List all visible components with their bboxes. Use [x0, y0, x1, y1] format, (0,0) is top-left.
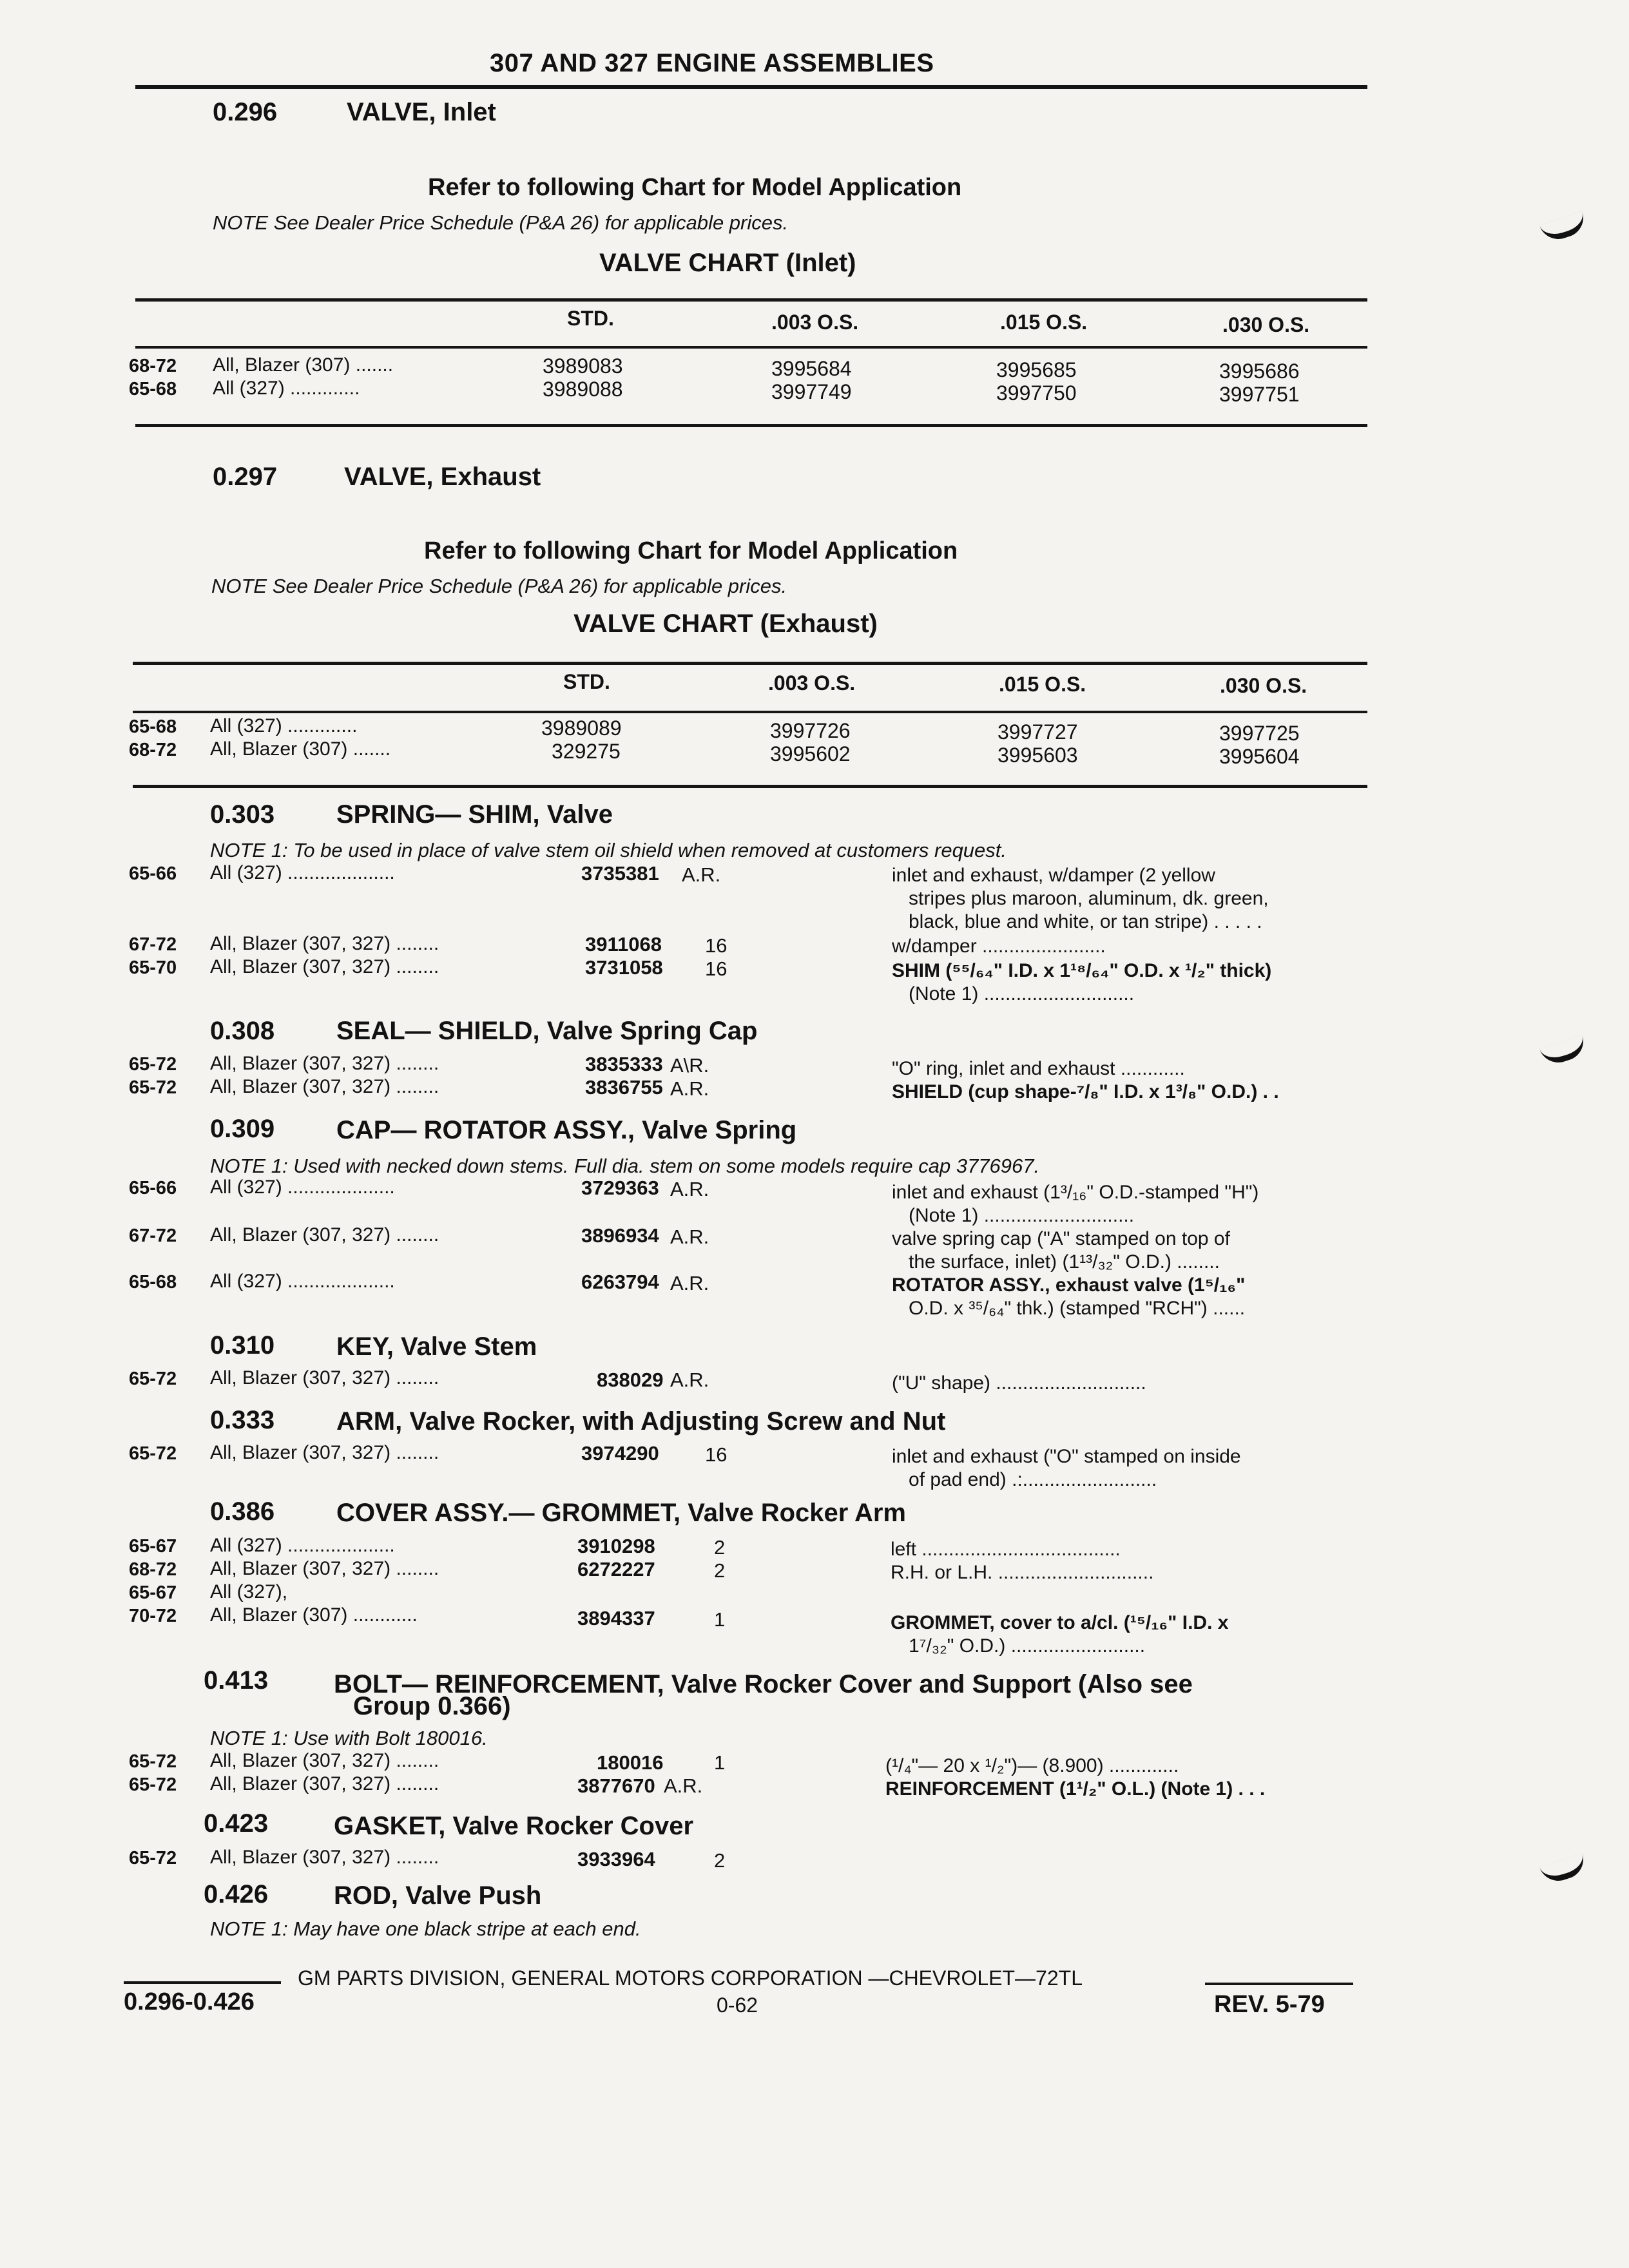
row-model: All, Blazer (307) .......	[213, 354, 394, 376]
quantity: 16	[705, 1443, 728, 1466]
row-years: 65-72	[129, 1369, 177, 1389]
row-model: All, Blazer (307, 327) ........	[210, 933, 439, 954]
group-note: NOTE 1: To be used in place of valve stem oil shield when removed at customers request.	[210, 839, 1007, 861]
header-rule	[135, 85, 1367, 89]
description: "O" ring, inlet and exhaust ............	[892, 1058, 1185, 1079]
part-number: 3995684	[771, 357, 852, 380]
part-number: 3995603	[998, 744, 1078, 767]
quantity: A.R.	[670, 1077, 709, 1100]
quantity: A.R.	[670, 1369, 709, 1391]
row-model: All, Blazer (307) .......	[210, 738, 391, 760]
footer-range: 0.296-0.426	[124, 1988, 255, 2015]
page-number: 0-62	[717, 1994, 758, 2017]
description: (Note 1) ............................	[909, 1205, 1135, 1226]
description: inlet and exhaust, w/damper (2 yellow	[892, 865, 1215, 886]
row-years: 65-72	[129, 1077, 177, 1098]
row-years: 65-70	[129, 957, 177, 978]
row-model: All, Blazer (307, 327) ........	[210, 1558, 439, 1579]
column-header: STD.	[563, 670, 610, 693]
part-number: 3989088	[543, 378, 623, 401]
row-years: 65-72	[129, 1751, 177, 1772]
quantity: 1	[714, 1751, 726, 1774]
row-years: 65-68	[129, 716, 177, 737]
part-number: 3997751	[1219, 383, 1300, 406]
part-number: 3877670	[577, 1774, 655, 1797]
row-years: 65-72	[129, 1848, 177, 1869]
group-number: 0.303	[210, 800, 275, 829]
row-model: All, Blazer (307, 327) ........	[210, 1076, 439, 1097]
part-number: 3997725	[1219, 722, 1300, 745]
group-title: VALVE, Inlet	[347, 98, 496, 126]
quantity: A.R.	[682, 863, 721, 886]
quantity: A\R.	[670, 1054, 709, 1077]
column-header: .015 O.S.	[1000, 311, 1088, 334]
footer-rule-right	[1205, 1983, 1353, 1985]
group-note: NOTE 1: May have one black stripe at each end.	[210, 1917, 641, 1940]
part-number: 3997726	[770, 719, 851, 742]
part-number: 3989083	[543, 354, 623, 378]
part-number: 3731058	[585, 956, 663, 979]
part-number: 3735381	[581, 862, 659, 885]
part-number: 329275	[552, 740, 621, 763]
description: of pad end) .:.........................	[909, 1469, 1157, 1490]
row-model: All, Blazer (307, 327) ........	[210, 1367, 439, 1389]
row-years: 65-68	[129, 1272, 177, 1293]
row-years: 65-68	[129, 379, 177, 399]
part-number: 3933964	[577, 1848, 655, 1870]
part-number: 3995685	[996, 358, 1077, 381]
quantity: A.R.	[664, 1774, 703, 1797]
part-number: 180016	[597, 1751, 664, 1774]
description: O.D. x ³⁵/₆₄" thk.) (stamped "RCH") ......	[909, 1298, 1246, 1319]
description: ("U" shape) ............................	[892, 1372, 1146, 1394]
group-number: 0.413	[204, 1666, 269, 1695]
column-header: .015 O.S.	[999, 673, 1086, 696]
group-number: 0.308	[210, 1017, 275, 1045]
quantity: 16	[705, 957, 728, 980]
part-number: 3995604	[1219, 745, 1300, 768]
column-header: .030 O.S.	[1220, 674, 1307, 697]
row-model: All (327) .............	[213, 378, 360, 399]
chart-header-rule	[135, 346, 1367, 349]
binder-mark	[1539, 1853, 1588, 1886]
group-number: 0.386	[210, 1497, 275, 1526]
group-title: ARM, Valve Rocker, with Adjusting Screw and Nut	[336, 1407, 946, 1436]
group-title: KEY, Valve Stem	[336, 1332, 537, 1361]
description: black, blue and white, or tan stripe) . . . . .	[909, 911, 1262, 932]
binder-mark	[1539, 1035, 1588, 1068]
row-model: All (327) ....................	[210, 1177, 395, 1198]
description: SHIELD (cup shape-⁷/₈" I.D. x 1³/₈" O.D.) . .	[892, 1081, 1279, 1102]
row-years: 67-72	[129, 934, 177, 955]
description: left .....................................	[891, 1539, 1121, 1560]
group-title: VALVE, Exhaust	[344, 463, 541, 491]
group-number: 0.297	[213, 463, 278, 491]
chart-reference: Refer to following Chart for Model Application	[428, 174, 962, 201]
part-number: 3729363	[581, 1177, 659, 1199]
description: (Note 1) ............................	[909, 983, 1135, 1004]
row-model: All, Blazer (307, 327) ........	[210, 1053, 439, 1074]
part-number: 3910298	[577, 1535, 655, 1557]
chart-bottom-rule	[133, 785, 1367, 788]
chart-top-rule	[133, 662, 1367, 665]
description: 1⁷/₃₂" O.D.) .........................	[909, 1635, 1146, 1657]
chart-title: VALVE CHART (Exhaust)	[574, 610, 878, 638]
quantity: 16	[705, 934, 728, 957]
row-years: 67-72	[129, 1225, 177, 1246]
row-years: 65-72	[129, 1054, 177, 1075]
row-years: 65-72	[129, 1774, 177, 1795]
quantity: 2	[714, 1536, 726, 1559]
row-model: All (327) ....................	[210, 1535, 395, 1556]
part-number: 3974290	[581, 1442, 659, 1465]
column-header: .003 O.S.	[768, 671, 856, 695]
row-model: All, Blazer (307, 327) ........	[210, 1224, 439, 1245]
row-model: All, Blazer (307, 327) ........	[210, 1847, 439, 1868]
page-title: 307 AND 327 ENGINE ASSEMBLIES	[490, 49, 934, 77]
part-number: 6272227	[577, 1558, 655, 1581]
quantity: 2	[714, 1849, 726, 1872]
group-number: 0.309	[210, 1115, 275, 1143]
row-model: All, Blazer (307) ............	[210, 1604, 418, 1626]
chart-bottom-rule	[135, 424, 1367, 427]
row-model: All, Blazer (307, 327) ........	[210, 1773, 439, 1794]
part-number: 3911068	[585, 933, 662, 956]
row-years: 68-72	[129, 1559, 177, 1580]
row-years: 70-72	[129, 1606, 177, 1626]
group-title: CAP— ROTATOR ASSY., Valve Spring	[336, 1116, 797, 1144]
group-title: SPRING— SHIM, Valve	[336, 800, 613, 829]
group-title: ROD, Valve Push	[334, 1881, 542, 1910]
part-number: 3997750	[996, 381, 1077, 405]
chart-top-rule	[135, 298, 1367, 302]
part-number: 6263794	[581, 1271, 659, 1293]
price-note: NOTE See Dealer Price Schedule (P&A 26) for applicable prices.	[213, 211, 789, 234]
row-years: 65-66	[129, 1178, 177, 1198]
description: inlet and exhaust (1³/₁₆" O.D.-stamped "H")	[892, 1182, 1259, 1203]
description: valve spring cap ("A" stamped on top of	[892, 1228, 1230, 1249]
row-model: All, Blazer (307, 327) ........	[210, 1442, 439, 1463]
group-number: 0.426	[204, 1880, 269, 1908]
part-number: 3989089	[541, 716, 622, 740]
chart-reference: Refer to following Chart for Model Application	[424, 537, 958, 564]
group-title: COVER ASSY.— GROMMET, Valve Rocker Arm	[336, 1499, 906, 1527]
description: REINFORCEMENT (1¹/₂" O.L.) (Note 1) . . .	[885, 1778, 1266, 1800]
part-number: 3995602	[770, 742, 851, 765]
group-number: 0.333	[210, 1406, 275, 1434]
quantity: A.R.	[670, 1178, 709, 1200]
group-number: 0.296	[213, 98, 278, 126]
quantity: 1	[714, 1608, 726, 1631]
row-model: All (327) ....................	[210, 1271, 395, 1292]
group-number: 0.423	[204, 1809, 269, 1838]
row-years: 65-67	[129, 1536, 177, 1557]
footer-rule-left	[124, 1981, 281, 1984]
row-years: 65-66	[129, 863, 177, 884]
row-years: 68-72	[129, 356, 177, 376]
part-number: 3896934	[581, 1224, 659, 1247]
price-note: NOTE See Dealer Price Schedule (P&A 26) for applicable prices.	[211, 575, 787, 597]
row-years: 65-72	[129, 1443, 177, 1464]
quantity: A.R.	[670, 1225, 709, 1248]
row-model: All, Blazer (307, 327) ........	[210, 956, 439, 977]
part-number: 3995686	[1219, 360, 1300, 383]
description: (¹/₄"— 20 x ¹/₂")— (8.900) .............	[885, 1755, 1179, 1776]
group-title: BOLT— REINFORCEMENT, Valve Rocker Cover and Support (Also see	[334, 1670, 1193, 1698]
description: the surface, inlet) (1¹³/₃₂" O.D.) ........	[909, 1251, 1220, 1273]
part-number: 3997749	[771, 380, 852, 403]
description: stripes plus maroon, aluminum, dk. green,	[909, 888, 1269, 909]
column-header: STD.	[567, 307, 614, 330]
description: SHIM (⁵⁵/₆₄" I.D. x 1¹⁸/₆₄" O.D. x ¹/₂" thick)	[892, 960, 1272, 981]
binder-mark	[1539, 211, 1588, 244]
group-title-continued: Group 0.366)	[353, 1692, 511, 1720]
row-model: All (327),	[210, 1581, 288, 1602]
group-note: NOTE 1: Used with necked down stems. Full dia. stem on some models require cap 3776967.	[210, 1155, 1040, 1177]
description: GROMMET, cover to a/cl. (¹⁵/₁₆" I.D. x	[891, 1612, 1229, 1633]
chart-header-rule	[133, 711, 1367, 713]
row-model: All (327) .............	[210, 715, 358, 736]
revision: REV. 5-79	[1214, 1991, 1325, 2018]
description: R.H. or L.H. .............................	[891, 1562, 1154, 1583]
group-number: 0.310	[210, 1331, 275, 1360]
row-model: All, Blazer (307, 327) ........	[210, 1750, 439, 1771]
description: inlet and exhaust ("O" stamped on inside	[892, 1446, 1241, 1467]
description: ROTATOR ASSY., exhaust valve (1⁵/₁₆"	[892, 1274, 1246, 1296]
column-header: .003 O.S.	[771, 311, 859, 334]
description: w/damper .......................	[892, 936, 1106, 957]
quantity: 2	[714, 1559, 726, 1582]
part-number: 3997727	[998, 720, 1078, 744]
part-number: 3835333	[585, 1053, 663, 1075]
part-number: 838029	[597, 1369, 664, 1391]
group-title: SEAL— SHIELD, Valve Spring Cap	[336, 1017, 758, 1045]
quantity: A.R.	[670, 1272, 709, 1294]
group-note: NOTE 1: Use with Bolt 180016.	[210, 1727, 488, 1749]
row-model: All (327) ....................	[210, 862, 395, 883]
row-years: 65-67	[129, 1582, 177, 1603]
part-number: 3836755	[585, 1076, 663, 1099]
column-header: .030 O.S.	[1222, 313, 1310, 336]
group-title: GASKET, Valve Rocker Cover	[334, 1812, 694, 1840]
row-years: 68-72	[129, 740, 177, 760]
part-number: 3894337	[577, 1607, 655, 1629]
chart-title: VALVE CHART (Inlet)	[599, 249, 856, 277]
footer-division: GM PARTS DIVISION, GENERAL MOTORS CORPORATION —CHEVROLET—72TL	[298, 1966, 1083, 1990]
